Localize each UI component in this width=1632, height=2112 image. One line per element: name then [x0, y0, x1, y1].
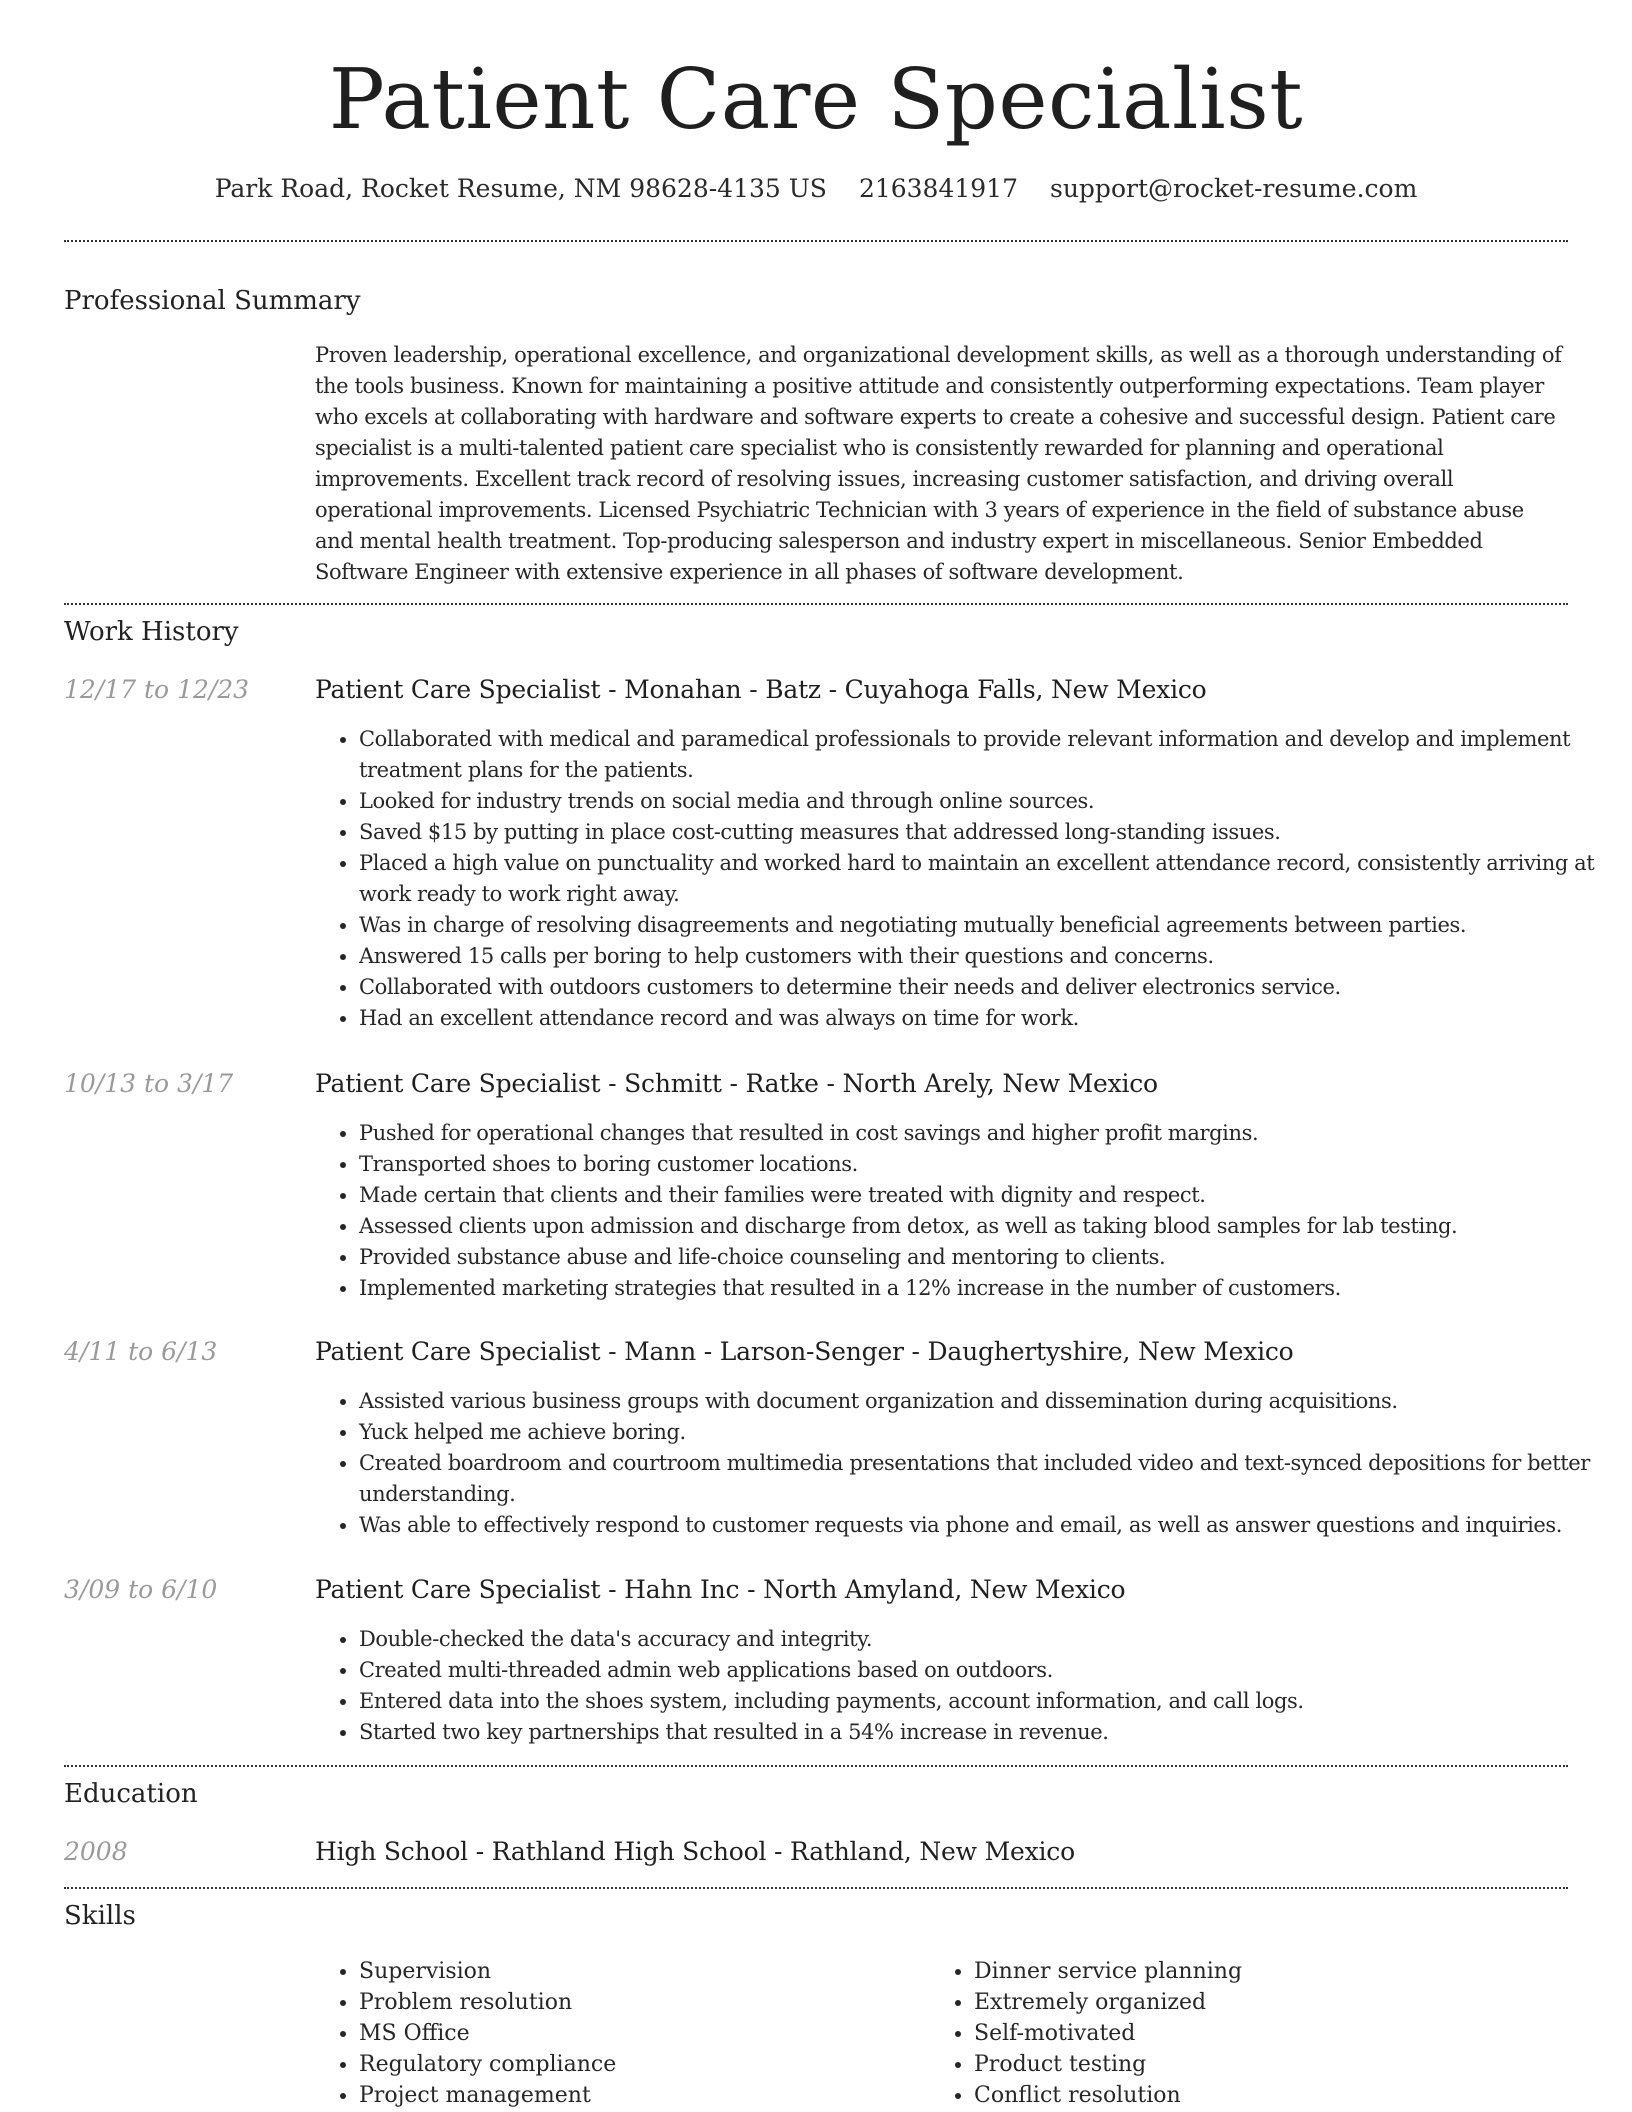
job-bullet: • Collaborated with medical and paramedical professionals to provide relevant information and develop and implement treatment plans for the patients. — [359, 724, 1604, 786]
job-bullet: • Had an excellent attendance record and was always on time for work. — [359, 1003, 1604, 1034]
job-bullet: • Created boardroom and courtroom multimedia presentations that included video and text-synced depositions for better understanding. — [359, 1448, 1604, 1510]
job-bullet: • Provided substance abuse and life-choice counseling and mentoring to clients. — [359, 1242, 1604, 1273]
education-heading: High School - Rathland High School - Rathland, New Mexico — [315, 1837, 1075, 1866]
job-bullet: • Double-checked the data's accuracy and integrity. — [359, 1624, 1604, 1655]
job-bullet: • Assisted various business groups with document organization and dissemination during acquisitions. — [359, 1386, 1604, 1417]
job-bullet: • Was in charge of resolving disagreements and negotiating mutually beneficial agreements between parties. — [359, 910, 1604, 941]
job-bullet: • Yuck helped me achieve boring. — [359, 1417, 1604, 1448]
job-heading: Patient Care Specialist - Hahn Inc - North Amyland, New Mexico — [315, 1575, 1126, 1604]
job-dates: 10/13 to 3/17 — [64, 1069, 234, 1098]
skills-list-left — [315, 1956, 919, 2111]
divider — [64, 603, 1568, 605]
job-bullet: • Created multi-threaded admin web applications based on outdoors. — [359, 1655, 1604, 1686]
contact-email: support@rocket-resume.com — [1050, 174, 1418, 203]
skill-item: • Dinner service planning — [974, 1956, 1574, 1987]
job-bullet: • Was able to effectively respond to customer requests via phone and email, as well as answer questions and inquiries. — [359, 1510, 1604, 1541]
skill-item: • Self-motivated — [974, 2018, 1574, 2049]
job-bullets — [315, 724, 1604, 1034]
skill-item: • MS Office — [359, 2018, 919, 2049]
job-bullets — [315, 1624, 1604, 1748]
job-bullet: • Placed a high value on punctuality and worked hard to maintain an excellent attendance record, consistently arriving at work ready to work right away. — [359, 848, 1604, 910]
skills-list-right — [930, 1956, 1574, 2111]
job-bullet: • Collaborated with outdoors customers to determine their needs and deliver electronics service. — [359, 972, 1604, 1003]
job-heading: Patient Care Specialist - Monahan - Batz - Cuyahoga Falls, New Mexico — [315, 675, 1207, 704]
job-dates: 3/09 to 6/10 — [64, 1575, 218, 1604]
job-bullet: • Entered data into the shoes system, including payments, account information, and call logs. — [359, 1686, 1604, 1717]
job-bullet: • Started two key partnerships that resulted in a 54% increase in revenue. — [359, 1717, 1604, 1748]
job-bullets — [315, 1118, 1604, 1304]
job-heading: Patient Care Specialist - Schmitt - Ratke - North Arely, New Mexico — [315, 1069, 1158, 1098]
skill-item: • Product testing — [974, 2049, 1574, 2080]
skill-item: • Conflict resolution — [974, 2080, 1574, 2111]
skill-item: • Extremely organized — [974, 1987, 1574, 2018]
job-bullet: • Transported shoes to boring customer locations. — [359, 1149, 1604, 1180]
education-dates: 2008 — [64, 1837, 128, 1866]
section-title-work-history: Work History — [64, 617, 239, 647]
divider — [64, 1765, 1568, 1767]
contact-line — [0, 170, 1632, 208]
job-bullets — [315, 1386, 1604, 1541]
job-bullet: • Implemented marketing strategies that resulted in a 12% increase in the number of customers. — [359, 1273, 1604, 1304]
job-bullet: • Saved $15 by putting in place cost-cutting measures that addressed long-standing issues. — [359, 817, 1604, 848]
skill-item: • Problem resolution — [359, 1987, 919, 2018]
skill-item: • Regulatory compliance — [359, 2049, 919, 2080]
candidate-name: Patient Care Specialist — [328, 51, 1304, 148]
job-heading: Patient Care Specialist - Mann - Larson-Senger - Daughertyshire, New Mexico — [315, 1337, 1294, 1366]
section-title-summary: Professional Summary — [64, 286, 361, 316]
job-bullet: • Made certain that clients and their families were treated with dignity and respect. — [359, 1180, 1604, 1211]
job-dates: 4/11 to 6/13 — [64, 1337, 218, 1366]
contact-phone: 2163841917 — [858, 174, 1018, 203]
section-title-skills: Skills — [64, 1901, 136, 1931]
job-bullet: • Assessed clients upon admission and discharge from detox, as well as taking blood samples for lab testing. — [359, 1211, 1604, 1242]
divider — [64, 240, 1568, 242]
contact-address: Park Road, Rocket Resume, NM 98628-4135 US — [214, 174, 827, 203]
divider — [64, 1887, 1568, 1889]
job-bullet: • Looked for industry trends on social media and through online sources. — [359, 786, 1604, 817]
skill-item: • Supervision — [359, 1956, 919, 1987]
section-title-education: Education — [64, 1779, 198, 1809]
summary-text: Proven leadership, operational excellence, and organizational development skills, as well as a thorough understanding of the tools business. Known for maintaining a positive attitude and consistently outperforming expectations. Team player who excels at collaborating with hardware and software experts to create a cohesive and successful design. Patient care specialist is a multi-talented patient care specialist who is consistently rewarded for planning and operational improvements. Excellent track record of resolving issues, increasing customer satisfaction, and driving overall operational improvements. Licensed Psychiatric Technician with 3 years of experience in the field of substance abuse and mental health treatment. Top-producing salesperson and industry expert in miscellaneous. Senior Embedded Software Engineer with extensive experience in all phases of software development. — [315, 343, 1562, 584]
job-dates: 12/17 to 12/23 — [64, 675, 250, 704]
skill-item: • Project management — [359, 2080, 919, 2111]
job-bullet: • Pushed for operational changes that resulted in cost savings and higher profit margins. — [359, 1118, 1604, 1149]
job-bullet: • Answered 15 calls per boring to help customers with their questions and concerns. — [359, 941, 1604, 972]
